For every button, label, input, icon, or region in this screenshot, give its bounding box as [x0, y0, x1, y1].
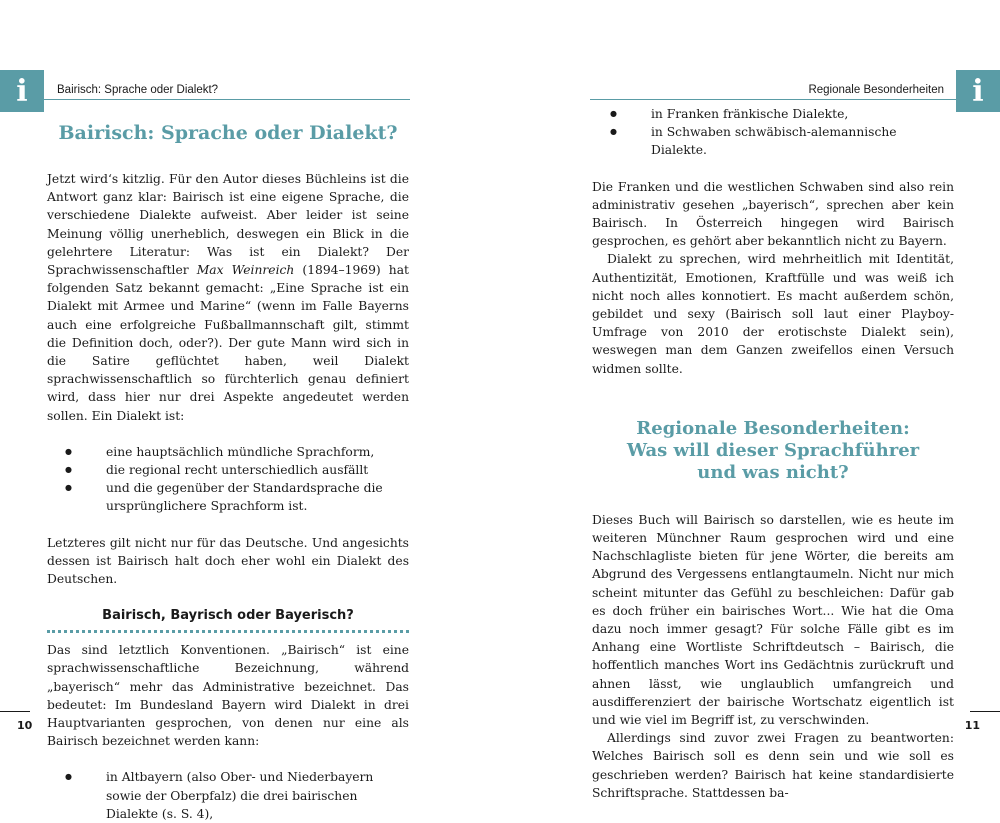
paragraph-intro	[47, 170, 409, 425]
chapter-title: Bairisch: Sprache oder Dialekt?	[58, 122, 398, 144]
list-item: ● und die gegenüber der Standardsprache die ursprünglichere Sprachform ist.	[47, 479, 409, 515]
paragraph-conventions: Das sind letztlich Konventionen. „Bairisch“ ist eine sprachwissenschaftliche Bezeichnung, während „bayerisch“ mehr das Administrative bezeichnet. Das bedeutet: Im Bundesland Bayern wird Dialekt in drei Hauptvarianten gesprochen, von denen nur eine als Bairisch bezeichnet werden kann:	[47, 643, 409, 749]
header-rule-left	[44, 99, 410, 100]
dialect-criteria-list	[47, 443, 409, 516]
section-title-line: Was will dieser Sprachführer	[626, 439, 920, 461]
author-name: Max Weinreich	[196, 263, 295, 278]
info-badge-left	[0, 70, 44, 112]
info-icon: i	[16, 73, 28, 109]
page-number-right: 11	[964, 719, 980, 732]
list-item: ● eine hauptsächlich mündliche Sprachform,	[47, 443, 409, 461]
paragraph-questions: Allerdings sind zuvor zwei Fragen zu beantworten: Welches Bairisch soll es denn sein und wie soll es geschrieben werden? Bairisch hat keine standardisierte Schriftsprache. Stattdessen ba-	[592, 731, 954, 800]
paragraph-identity: Dialekt zu sprechen, wird mehrheitlich mit Identität, Authentizität, Emotionen, Kraftfülle und was weiß ich nicht noch alles konnotiert. Es macht außerdem schön, gebildet und sexy (Bairisch soll laut einer Playboy-Umfrage von 2010 der erotischste Dialekt sein), weswegen man dem Ganzen zweifellos einen Versuch widmen sollte.	[592, 252, 954, 376]
folio-rule-right	[970, 711, 1000, 712]
section-title-line: und was nicht?	[697, 461, 849, 483]
right-page	[592, 105, 954, 802]
page-number-left: 10	[17, 719, 33, 732]
list-item: ● die regional recht unterschiedlich ausfällt	[47, 461, 409, 479]
list-item: ● in Franken fränkische Dialekte,	[592, 105, 954, 123]
section-subheading: Bairisch, Bayrisch oder Bayerisch?	[102, 608, 354, 624]
paragraph-conclusion: Letzteres gilt nicht nur für das Deutsche. Und angesichts dessen ist Bairisch halt doch eher wohl ein Dialekt des Deutschen.	[47, 535, 409, 587]
running-head-left: Bairisch: Sprache oder Dialekt?	[57, 84, 219, 96]
paragraph-purpose: Dieses Buch will Bairisch so darstellen, wie es heute im weiteren Münchner Raum gesprochen wird und eine Nachschlagliste bieten für jene Wörter, die bereits am Abgrund des Vergessens entlangtaumeln. Nicht nur mich scheint mitunter das Gefühl zu beschleichen: Dafür gab es doch früher ein bairisches Wort... Wie hat die Oma dazu noch immer gesagt? Für solche Fälle gibt es im Anhang eine Wortliste Schriftdeutsch – Bairisch, die hoffentlich manches Wort ins Gedächtnis zurückruft und ahnen lässt, wie unglaublich umfangreich und ausdifferenziert der bairische Wortschatz eigentlich ist und wie viel im Begriff ist, zu verschwinden.	[592, 512, 954, 728]
dotted-divider	[47, 630, 409, 633]
section-title	[592, 418, 954, 484]
left-page	[47, 120, 409, 823]
region-list	[47, 768, 409, 823]
paragraph-intro-text: Jetzt wird‘s kitzlig. Für den Autor dieses Büchleins ist die Antwort ganz klar: Bairisch ist eine eigene Sprache, die verschiedene Dialekte aufweist. Aber leider ist seine Meinung völlig unerheblich, deswegen ein Blick in die gelehrtere Literatur: Was ist ein Dialekt? Der Sprachwissenschaftler	[47, 172, 409, 278]
paragraph-administrative: Die Franken und die westlichen Schwaben sind also rein administrativ gesehen „bayerisch“, sprechen aber kein Bairisch. In Österreich hingegen wird Bairisch gesprochen, es gehört aber bekanntlich nicht zu Bayern.	[592, 179, 954, 249]
region-list-continued	[592, 105, 954, 160]
section-title-line: Regionale Besonderheiten:	[636, 417, 910, 439]
folio-rule-left	[0, 711, 30, 712]
paragraph-intro-rest: (1894–1969) hat folgenden Satz bekannt gemacht: „Eine Sprache ist ein Dialekt mit Armee und Marine“ (wenn im Falle Bayerns auch eine erfolgreiche Fußballmannschaft gilt, stimmt die Definition doch, oder?). Der gute Mann wird sich in die Satire geflüchtet haben, weil Dialekt sprachwissenschaftlich so fürchterlich genau definiert wird, dass hier nur drei Aspekte angedeutet werden sollen. Ein Dialekt ist:	[47, 263, 409, 423]
list-item: ● in Schwaben schwäbisch-alemannische Dialekte.	[592, 123, 954, 159]
running-head-right: Regionale Besonderheiten	[808, 84, 944, 96]
header-rule-right	[590, 99, 956, 100]
info-badge-right	[956, 70, 1000, 112]
list-item: ● in Altbayern (also Ober- und Niederbayern sowie der Oberpfalz) die drei bairischen Dialekte (s. S. 4),	[47, 768, 409, 823]
info-icon: i	[972, 73, 984, 109]
